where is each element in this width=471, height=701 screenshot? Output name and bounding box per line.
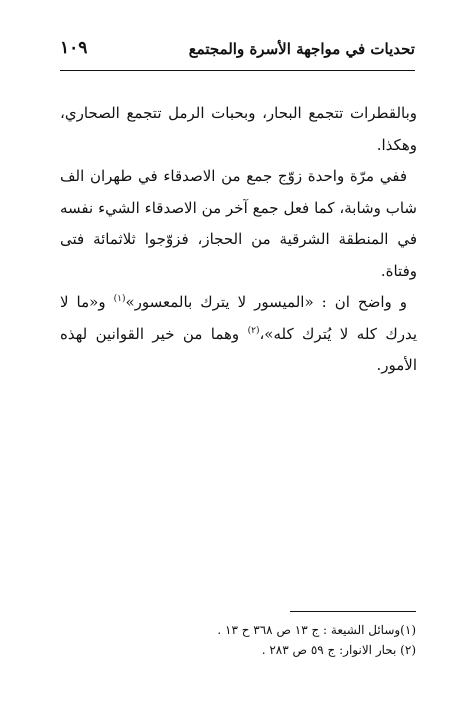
footnote-divider xyxy=(290,611,416,612)
footnote-1: (١)وسائل الشيعة : ج ١٣ ص ٣٦٨ ح ١٣ . xyxy=(217,623,416,637)
paragraph-2: ففي مرّة واحدة زوّج جمع من الاصدقاء في طهران الف شاب وشابة، كما فعل جمع آخر من الاصدقاء الشيء نفسه في المنطقة الشرقية من الحجاز، فزوّجوا ثلاثمائة فتى وفتاة. xyxy=(60,167,417,280)
running-title: تحديات في مواجهة الأسرة والمجتمع xyxy=(188,40,415,58)
footnote-2: (٢) بحار الانوار: ج ٥٩ ص ٢٨٣ . xyxy=(261,643,416,657)
footnote-ref-2: (٢) xyxy=(247,325,260,336)
main-text xyxy=(60,98,417,382)
footnotes xyxy=(60,620,416,660)
paragraph-3-start: و واضح ان : «الميسور لا يترك بالمعسور» xyxy=(125,293,407,311)
paragraph-3-middle: و«ما لا يدرك كله لا يُترك كله»، xyxy=(60,293,417,343)
header-divider xyxy=(60,70,415,71)
page-number: ١٠٩ xyxy=(60,38,88,58)
paragraph-3-end: وهما من خير القوانين لهذه الأمور. xyxy=(60,324,417,374)
paragraph-3 xyxy=(60,287,417,382)
footnote-ref-1: (١) xyxy=(113,294,126,304)
page-header xyxy=(60,36,415,70)
paragraph-1: وبالقطرات تتجمع البحار، وبحبات الرمل تتجمع الصحاري، وهكذا. xyxy=(60,104,417,154)
